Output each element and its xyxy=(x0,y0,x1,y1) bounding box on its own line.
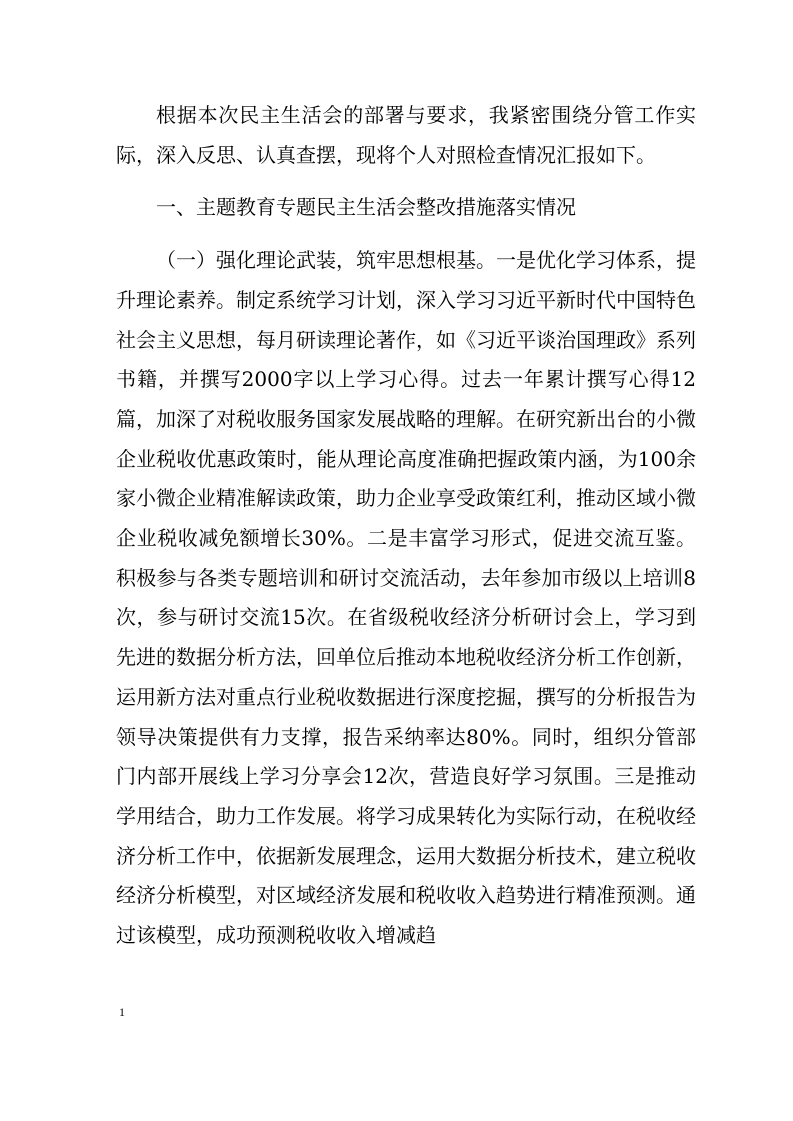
body-paragraph: （一）强化理论武装，筑牢思想根基。一是优化学习体系，提升理论素养。制定系统学习计划，深入学习习近平新时代中国特色社会主义思想，每月研读理论著作，如《习近平谈治国理政》系列书籍，并撰写2000字以上学习心得。过去一年累计撰写心得12篇，加深了对税收服务国家发展战略的理解。在研究新出台的小微企业税收优惠政策时，能从理论高度准确把握政策内涵，为100余家小微企业精准解读政策，助力企业享受政策红利，推动区域小微企业税收减免额增长30%。二是丰富学习形式，促进交流互鉴。积极参与各类专题培训和研讨交流活动，去年参加市级以上培训8次，参与研讨交流15次。在省级税收经济分析研讨会上，学习到先进的数据分析方法，回单位后推动本地税收经济分析工作创新，运用新方法对重点行业税收数据进行深度挖掘，撰写的分析报告为领导决策提供有力支撑，报告采纳率达80%。同时，组织分管部门内部开展线上学习分享会12次，营造良好学习氛围。三是推动学用结合，助力工作发展。将学习成果转化为实际行动，在税收经济分析工作中，依据新发展理念，运用大数据分析技术，建立税收经济分析模型，对区域经济发展和税收收入趋势进行精准预测。通过该模型，成功预测税收收入增减趋 xyxy=(116,248,696,948)
section-heading: 一、主题教育专题民主生活会整改措施落实情况 xyxy=(156,195,576,220)
page-number: 1 xyxy=(119,1005,125,1019)
intro-paragraph: 根据本次民主生活会的部署与要求，我紧密围绕分管工作实际，深入反思、认真查摆，现将个人对照检查情况汇报如下。 xyxy=(116,103,696,167)
document-body xyxy=(116,96,696,956)
